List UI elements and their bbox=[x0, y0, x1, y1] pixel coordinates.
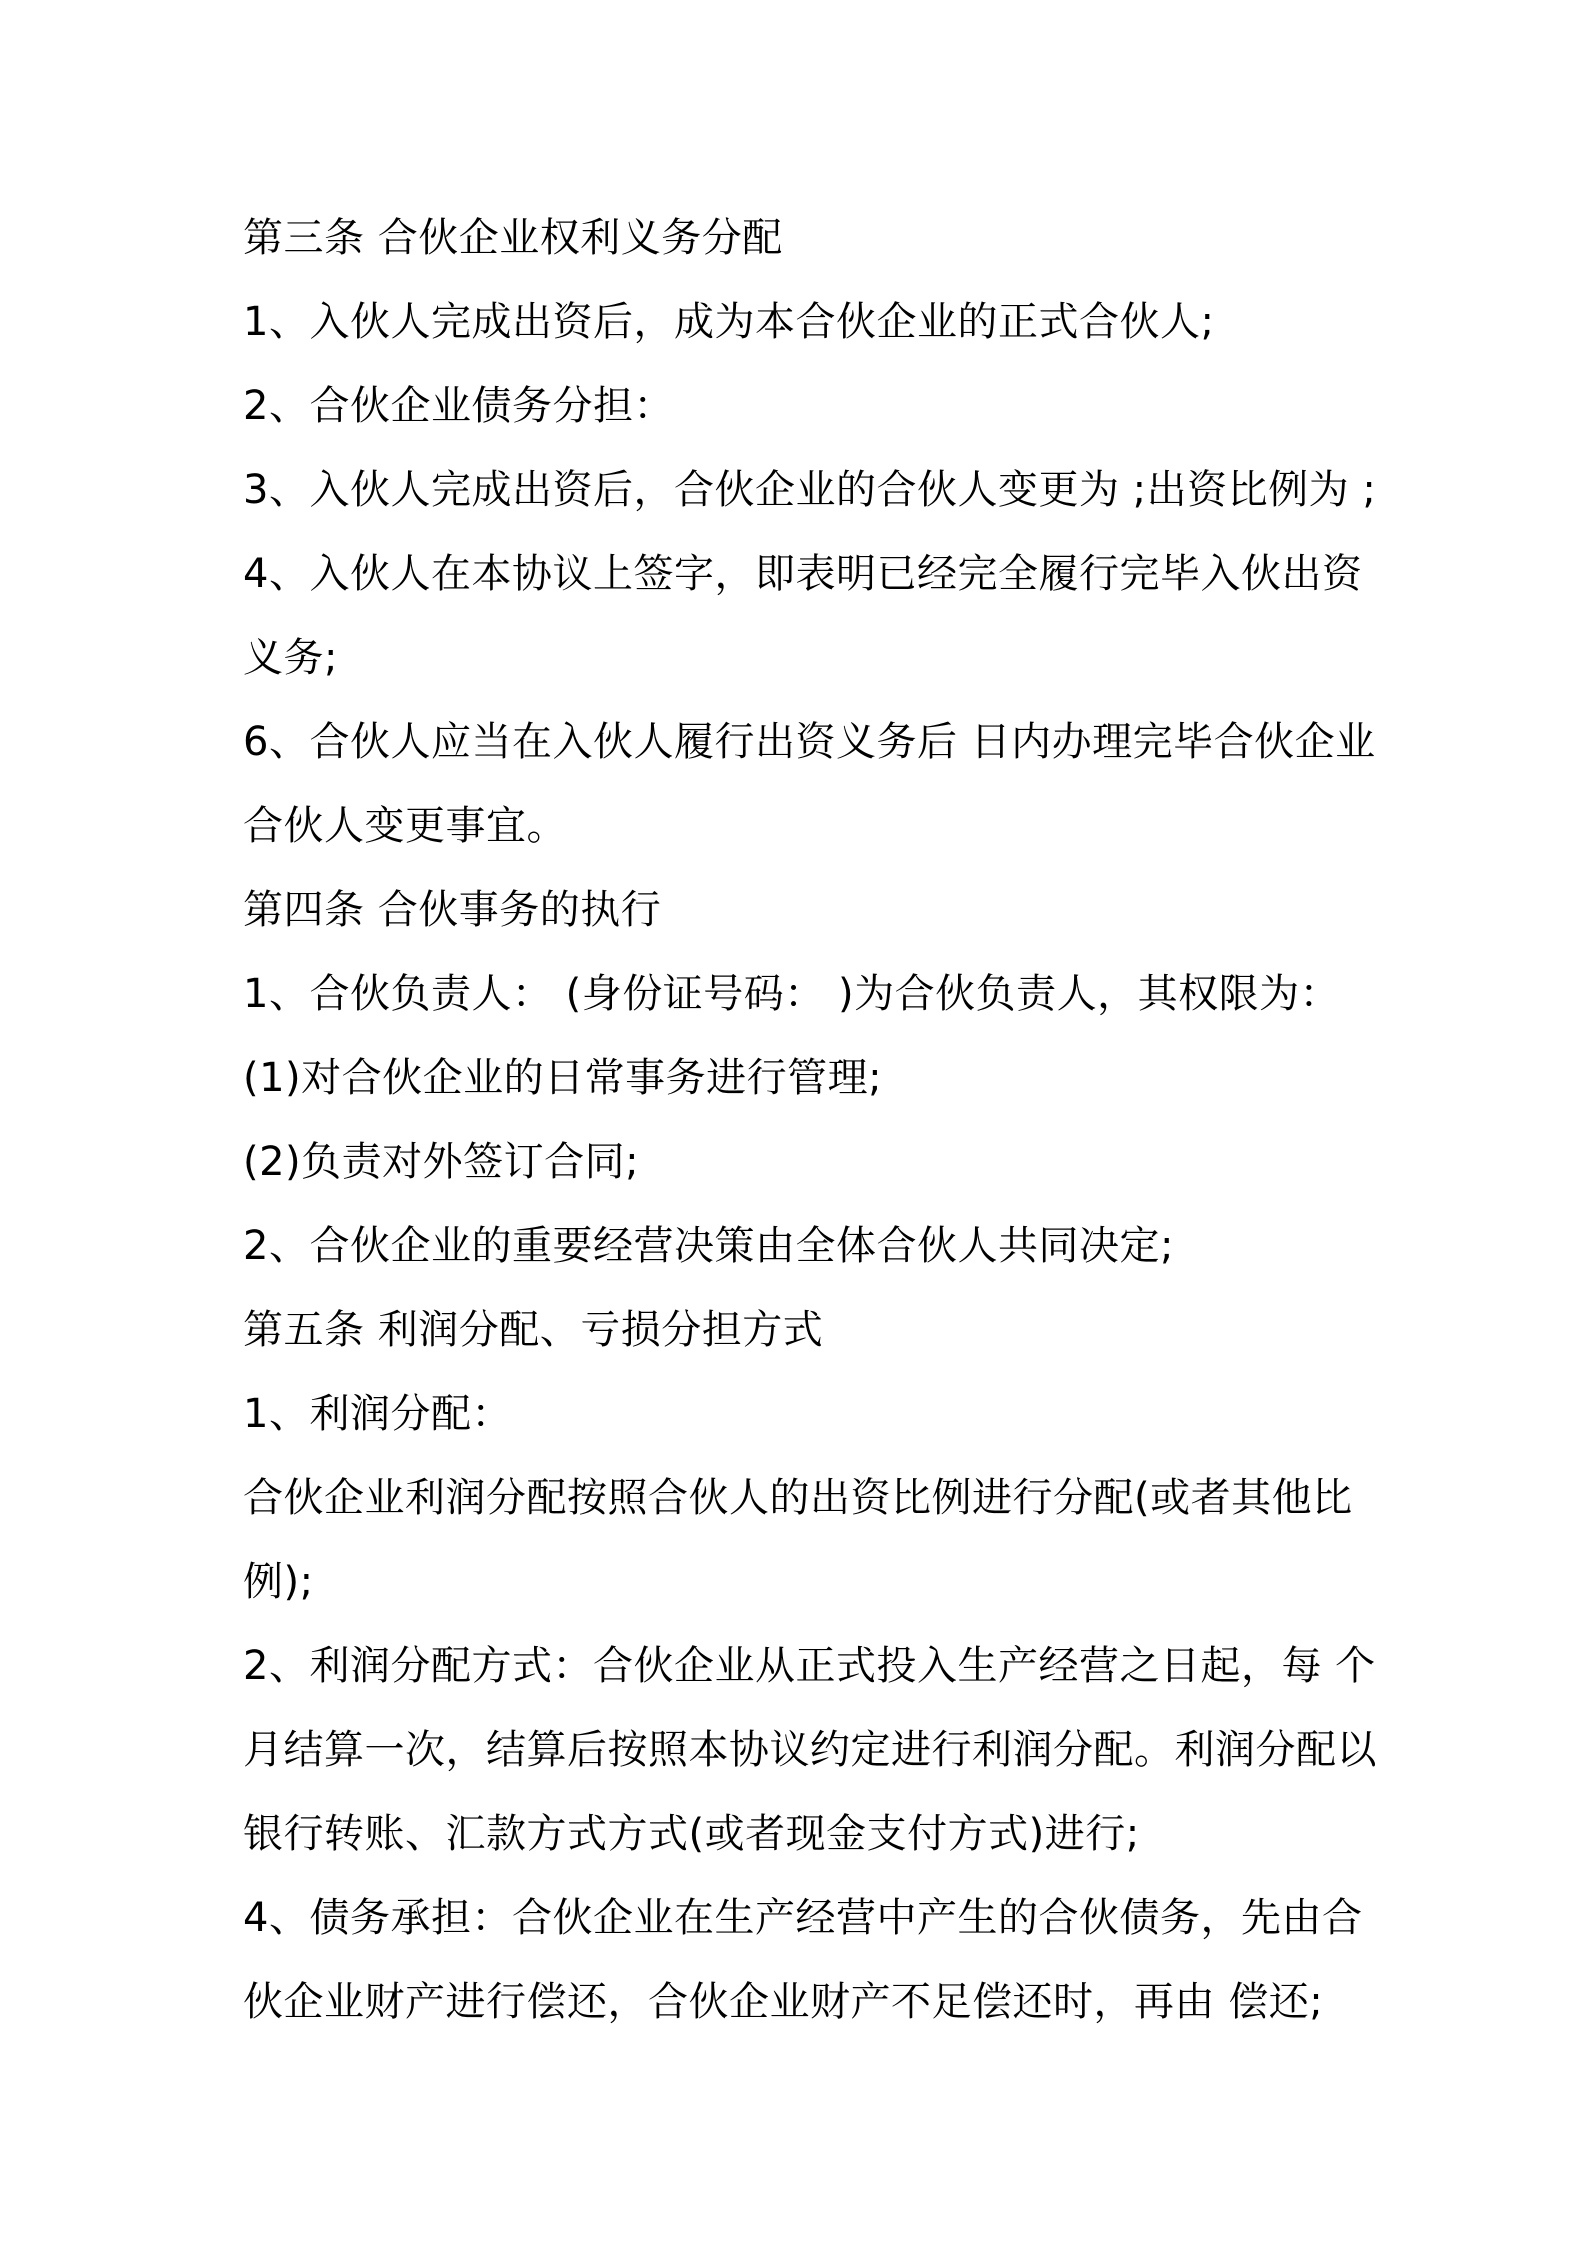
paragraph-line: 银行转账、汇款方式方式(或者现金支付方式)进行; bbox=[243, 1811, 1140, 1857]
paragraph-line: 4、债务承担：合伙企业在生产经营中产生的合伙债务，先由合 bbox=[243, 1895, 1363, 1941]
article-5-heading: 第五条 利润分配、亏损分担方式 bbox=[243, 1307, 824, 1353]
paragraph-line: 合伙企业利润分配按照合伙人的出资比例进行分配(或者其他比 bbox=[243, 1475, 1353, 1521]
paragraph-line: 1、利润分配： bbox=[243, 1391, 512, 1437]
paragraph-line: 4、入伙人在本协议上签字，即表明已经完全履行完毕入伙出资 bbox=[243, 551, 1363, 597]
document-body bbox=[243, 196, 1377, 2044]
paragraph-line: 3、入伙人完成出资后，合伙企业的合伙人变更为 ;出资比例为 ; bbox=[243, 467, 1377, 513]
paragraph-line: 月结算一次，结算后按照本协议约定进行利润分配。利润分配以 bbox=[243, 1727, 1377, 1773]
article-4-heading: 第四条 合伙事务的执行 bbox=[243, 887, 662, 933]
paragraph-line: 2、合伙企业的重要经营决策由全体合伙人共同决定; bbox=[243, 1223, 1174, 1269]
paragraph-line: 6、合伙人应当在入伙人履行出资义务后 日内办理完毕合伙企业 bbox=[243, 719, 1376, 765]
article-3-heading: 第三条 合伙企业权利义务分配 bbox=[243, 215, 783, 261]
paragraph-line: (1)对合伙企业的日常事务进行管理; bbox=[243, 1055, 883, 1101]
paragraph-line: 2、利润分配方式：合伙企业从正式投入生产经营之日起，每 个 bbox=[243, 1643, 1376, 1689]
paragraph-line: 义务; bbox=[243, 635, 338, 681]
paragraph-line: 1、合伙负责人： (身份证号码： )为合伙负责人，其权限为： bbox=[243, 971, 1341, 1017]
paragraph-line: 伙企业财产进行偿还，合伙企业财产不足偿还时，再由 偿还; bbox=[243, 1979, 1324, 2025]
paragraph-line: (2)负责对外签订合同; bbox=[243, 1139, 640, 1185]
paragraph-line: 例); bbox=[243, 1559, 314, 1605]
paragraph-line: 1、入伙人完成出资后，成为本合伙企业的正式合伙人; bbox=[243, 299, 1215, 345]
paragraph-line: 2、合伙企业债务分担： bbox=[243, 383, 674, 429]
paragraph-line: 合伙人变更事宜。 bbox=[243, 803, 567, 849]
